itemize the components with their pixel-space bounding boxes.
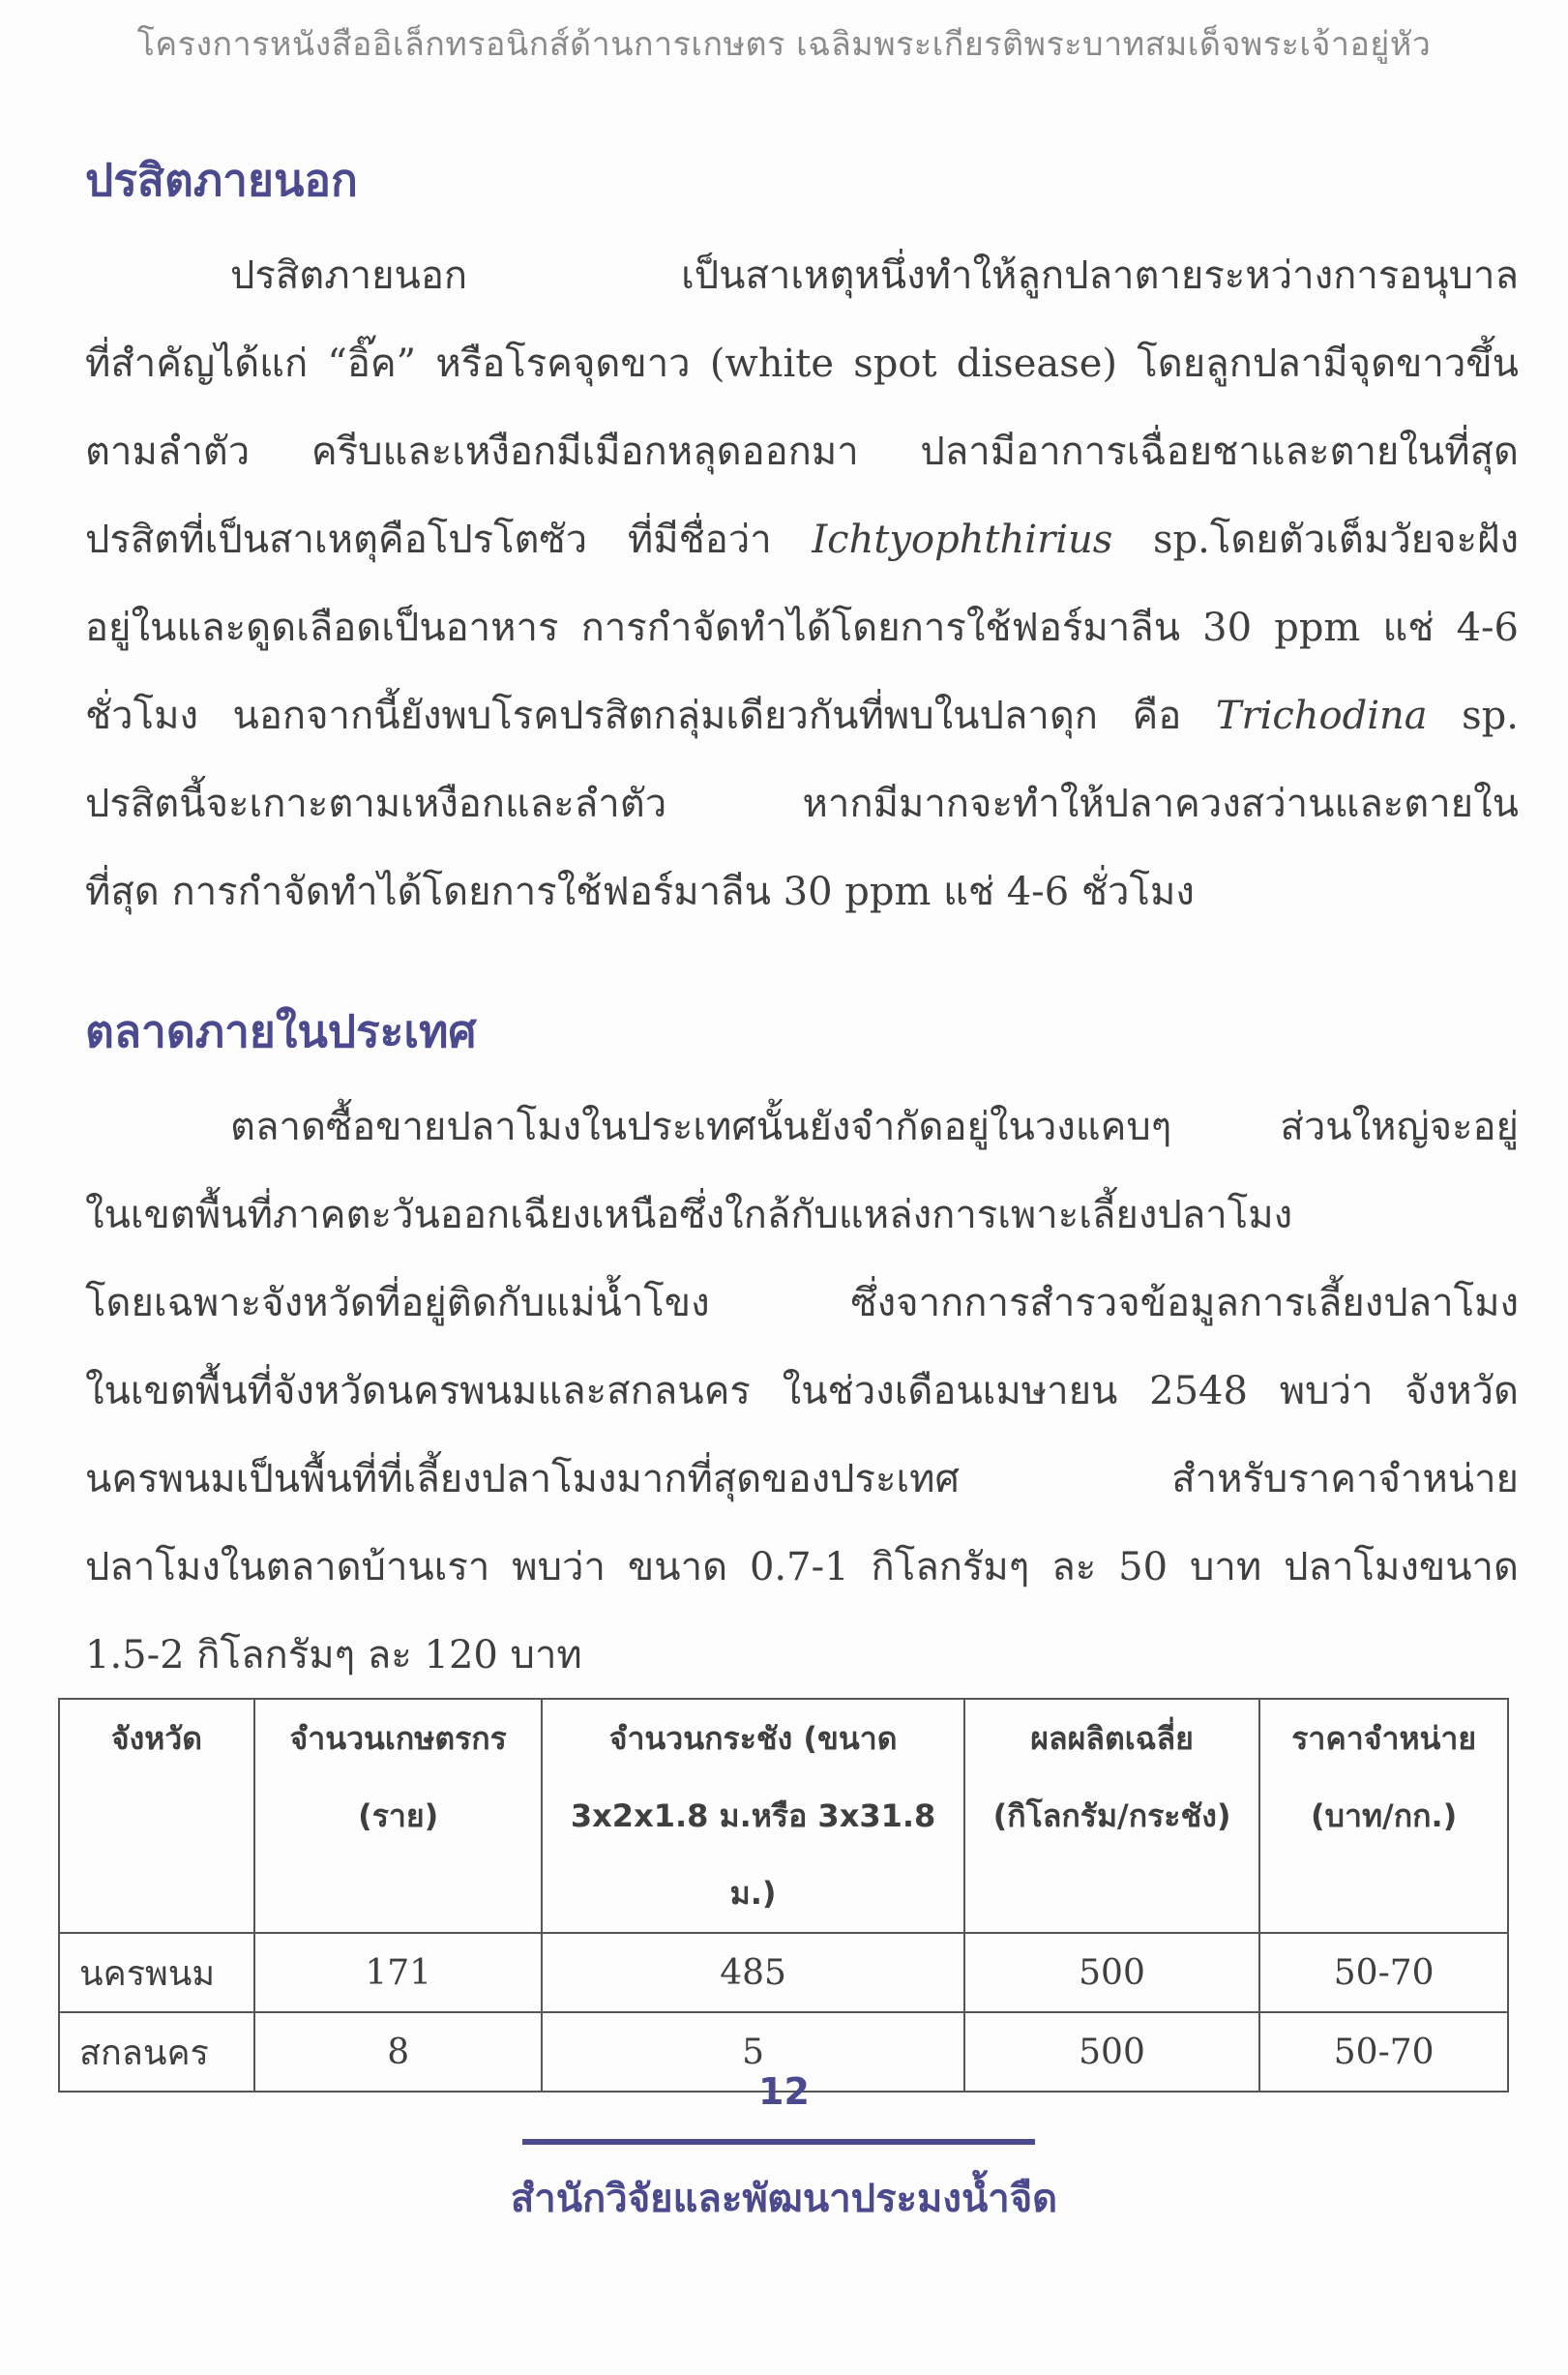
text-line-with-genus [85, 496, 1519, 584]
header-line-2: 3x2x1.8 ม.หรือ 3x31.8 ม.) [570, 1797, 936, 1912]
cell-cages: 5 [542, 2012, 963, 2092]
cell-cages: 485 [542, 1933, 963, 2012]
cell-province: สกลนคร [59, 2012, 254, 2092]
footer-divider [522, 2139, 1035, 2145]
text-line: ปรสิตภายนอก เป็นสาเหตุหนึ่งทำให้ลูกปลาตายระหว่างการอนุบาล [230, 253, 1519, 298]
cell-yield: 500 [964, 2012, 1260, 2092]
text-fragment: ปรสิตที่เป็นสาเหตุคือโปรโตซัว ที่มีชื่อว่า [85, 518, 772, 562]
text-line: ในเขตพื้นที่จังหวัดนครพนมและสกลนคร ในช่วงเดือนเมษายน 2548 พบว่า จังหวัด [85, 1369, 1519, 1413]
paragraph-domestic-market [85, 1084, 1519, 1700]
fish-farming-table [58, 1698, 1509, 2093]
section-title-domestic-market: ตลาดภายในประเทศ [85, 1005, 477, 1057]
column-header-yield [964, 1699, 1260, 1933]
table-header-row [59, 1699, 1508, 1933]
column-header-cages [542, 1699, 963, 1933]
cell-province: นครพนม [59, 1933, 254, 2012]
column-header-price [1259, 1699, 1508, 1933]
text-fragment: ชั่วโมง นอกจากนี้ยังพบโรคปรสิตกลุ่มเดียวกันที่พบในปลาดุก คือ [85, 694, 1182, 738]
header-line-1: ผลผลิตเฉลี่ย [1030, 1720, 1194, 1757]
cell-yield: 500 [964, 1933, 1260, 2012]
cell-farmers: 8 [254, 2012, 543, 2092]
text-fragment: sp. [1462, 694, 1519, 738]
cell-price: 50-70 [1259, 1933, 1508, 2012]
text-line-with-genus [85, 672, 1519, 760]
header-line-1: ราคาจำหน่าย [1291, 1720, 1477, 1757]
running-header: โครงการหนังสืออิเล็กทรอนิกส์ด้านการเกษตร เฉลิมพระเกียรติพระบาทสมเด็จพระเจ้าอยู่หัว [136, 25, 1432, 64]
text-line: 1.5-2 กิโลกรัมๆ ละ 120 บาท [85, 1633, 582, 1677]
text-line: ในเขตพื้นที่ภาคตะวันออกเฉียงเหนือซึ่งใกล้กับแหล่งการเพาะเลี้ยงปลาโมง [85, 1193, 1293, 1237]
page-number: 12 [758, 2070, 810, 2113]
header-line-1: จำนวนเกษตรกร [289, 1720, 507, 1757]
genus-name: Ichtyophthirius [812, 518, 1113, 562]
text-fragment: sp.โดยตัวเต็มวัยจะฝัง [1153, 518, 1519, 562]
header-line-2: (บาท/กก.) [1311, 1797, 1458, 1834]
header-line-1: จำนวนกระชัง (ขนาด [608, 1720, 898, 1757]
text-line: ปลาโมงในตลาดบ้านเรา พบว่า ขนาด 0.7-1 กิโลกรัมๆ ละ 50 บาท ปลาโมงขนาด [85, 1545, 1519, 1589]
header-line-2: (กิโลกรัม/กระชัง) [992, 1797, 1231, 1834]
text-line: ปรสิตนี้จะเกาะตามเหงือกและลำตัว หากมีมากจะทำให้ปลาควงสว่านและตายใน [85, 782, 1519, 826]
column-header-province [59, 1699, 254, 1933]
section-title-external-parasites: ปรสิตภายนอก [85, 154, 358, 206]
genus-name: Trichodina [1215, 694, 1428, 738]
text-line: ที่สำคัญได้แก่ “อิ๊ค” หรือโรคจุดขาว (white spot disease) โดยลูกปลามีจุดขาวขึ้น [85, 341, 1519, 386]
table-row [59, 1933, 1508, 2012]
text-line: อยู่ในและดูดเลือดเป็นอาหาร การกำจัดทำได้โดยการใช้ฟอร์มาลีน 30 ppm แช่ 4-6 [85, 606, 1519, 650]
text-line: ที่สุด การกำจัดทำได้โดยการใช้ฟอร์มาลีน 30 ppm แช่ 4-6 ชั่วโมง [85, 870, 1195, 914]
paragraph-external-parasites [85, 232, 1519, 936]
text-line: โดยเฉพาะจังหวัดที่อยู่ติดกับแม่น้ำโขง ซึ่งจากการสำรวจข้อมูลการเลี้ยงปลาโมง [85, 1281, 1519, 1325]
header-line-1: จังหวัด [110, 1720, 203, 1757]
column-header-farmers [254, 1699, 543, 1933]
cell-price: 50-70 [1259, 2012, 1508, 2092]
cell-farmers: 171 [254, 1933, 543, 2012]
text-line: ตลาดซื้อขายปลาโมงในประเทศนั้นยังจำกัดอยู่ในวงแคบๆ ส่วนใหญ่จะอยู่ [230, 1105, 1519, 1149]
footer-organization: สำนักวิจัยและพัฒนาประมงน้ำจืด [510, 2177, 1058, 2221]
text-line: ตามลำตัว ครีบและเหงือกมีเมือกหลุดออกมา ปลามีอาการเฉื่อยชาและตายในที่สุด [85, 430, 1519, 474]
header-line-2: (ราย) [358, 1797, 439, 1834]
text-line: นครพนมเป็นพื้นที่ที่เลี้ยงปลาโมงมากที่สุดของประเทศ สำหรับราคาจำหน่าย [85, 1457, 1519, 1501]
